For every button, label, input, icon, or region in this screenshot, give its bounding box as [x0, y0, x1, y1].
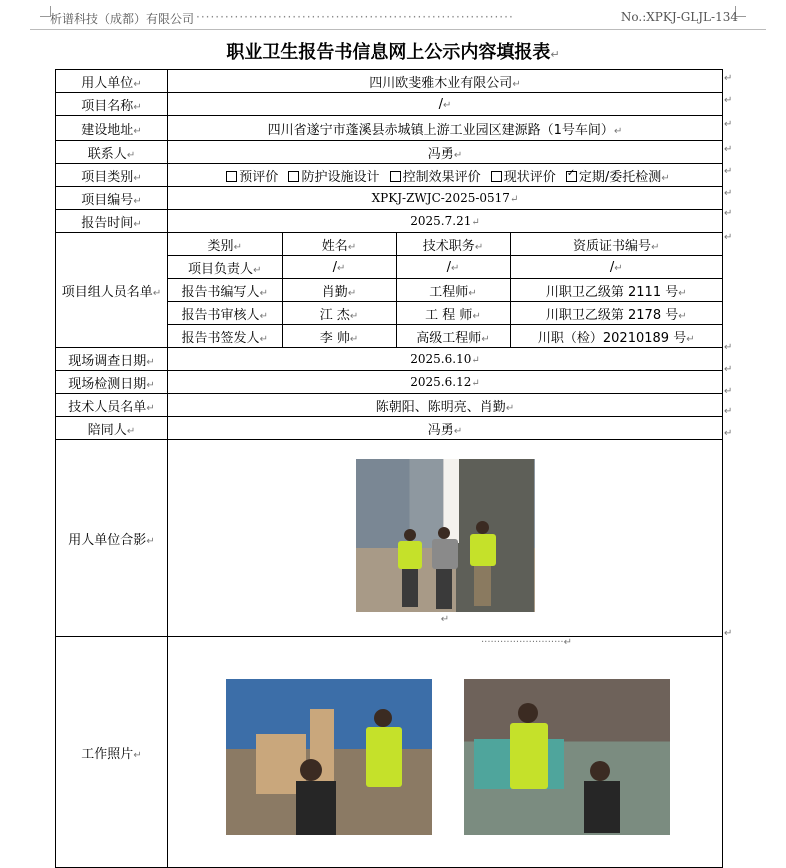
team-header-row: [168, 233, 722, 256]
row-work-photos: [56, 637, 723, 868]
group-photo-label: 用人单位合影↵: [56, 440, 168, 637]
report-time-value: 2025.7.21↵: [168, 210, 723, 233]
info-table: [55, 69, 723, 868]
survey-date-value: 2025.6.10↵: [168, 348, 723, 371]
header-company: 析谱科技（成都）有限公司: [50, 12, 195, 26]
report-time-label: 报告时间↵: [56, 210, 168, 233]
work-photos-row: [168, 679, 722, 839]
row-survey-date: [56, 348, 723, 371]
option-pre-eval: 预评价: [239, 169, 279, 185]
team-row: 项目负责人↵ /↵ /↵ /↵: [168, 256, 722, 279]
work-photo-2: [464, 679, 670, 835]
group-photo: [356, 459, 535, 612]
test-date-value: 2025.6.12↵: [168, 371, 723, 394]
checkbox-pre-eval[interactable]: [226, 171, 237, 182]
row-employer: [56, 70, 723, 93]
option-control-eval: 控制效果评价: [402, 169, 481, 185]
team-cell: [168, 233, 723, 348]
row-technicians: [56, 394, 723, 417]
document-page: 析谱科技（成都）有限公司 ·································································· No.:XPKJ-GLJL-134 职业卫生报告书信息网上公示内容填报表↵ 用人单位↵ 四川欧斐雅木业有限公司↵ 项目名称↵ /↵ 建设地址↵ 四川省遂宁市蓬溪县赤城镇上游工业园区建源路（1号车间）↵ 联系人↵ 冯勇↵ 项目类别↵ 预评价 防护设施设计 控制效果评价 现状评价 ✓ 定期/委托检测↵ 项目编号↵ XPKJ-ZWJC-2025-0517↵ 报告时间↵ 2025.7.21↵ 项目组人员名单↵ 类别↵ 姓名↵ 技术职务↵ 资质证书编号↵ 项目负责人↵ /↵ /↵ /↵ 报告书编写人↵ 肖勤↵ 工程师↵ 川职卫乙级第 2111 号↵ 报告书审核人↵ 江 杰↵ 工 程 师↵ 川职卫乙级第 2178 号↵ 报告书签发人↵ 李 帅↵ 高级工程师↵ 川职（检）20210189 号↵ 现场调查日期↵ 2025.6.10↵ 现场检测日期↵ 2025.6.12↵ 技术人员名单↵ 陈朝阳、陈明亮、肖勤↵ 陪同人↵ 冯勇↵ 用人单位合影↵ ↵ 工作照片↵ ··························↵ ↵ ↵ ↵ ↵ ↵ ↵ ↵ ↵ ↵ ↵ ↵ ↵ ↵ ↵: [0, 0, 786, 851]
team-row: 报告书签发人↵ 李 帅↵ 高级工程师↵ 川职（检）20210189 号↵: [168, 325, 722, 348]
employer-label: 用人单位↵: [56, 70, 168, 93]
survey-date-label: 现场调查日期↵: [56, 348, 168, 371]
project-type-label: 项目类别↵: [56, 164, 168, 187]
test-date-label: 现场检测日期↵: [56, 371, 168, 394]
checkbox-status-eval[interactable]: [491, 171, 502, 182]
work-photos-cell: ··························↵: [168, 637, 723, 868]
project-type-options: 预评价 防护设施设计 控制效果评价 现状评价 ✓ 定期/委托检测↵: [168, 164, 723, 187]
employer-value: 四川欧斐雅木业有限公司↵: [168, 70, 723, 93]
row-test-date: [56, 371, 723, 394]
header-leader-dots: ··································································: [196, 10, 514, 24]
option-protection-design: 防护设施设计: [301, 169, 380, 185]
row-contact: [56, 141, 723, 164]
row-project-name: [56, 93, 723, 116]
address-value: 四川省遂宁市蓬溪县赤城镇上游工业园区建源路（1号车间）↵: [168, 116, 723, 141]
option-status-eval: 现状评价: [503, 169, 556, 185]
team-header-cert: 资质证书编号↵: [510, 233, 722, 256]
checkbox-control-eval[interactable]: [390, 171, 401, 182]
row-escort: [56, 417, 723, 440]
project-no-label: 项目编号↵: [56, 187, 168, 210]
team-header-title: 技术职务↵: [396, 233, 510, 256]
form-title: 职业卫生报告书信息网上公示内容填报表↵: [226, 42, 560, 63]
option-periodic-test: 定期/委托检测: [578, 169, 662, 185]
contact-value: 冯勇↵: [168, 141, 723, 164]
team-label: 项目组人员名单↵: [56, 233, 168, 348]
work-photos-label: 工作照片↵: [56, 637, 168, 868]
row-group-photo: [56, 440, 723, 637]
project-no-value: XPKJ-ZWJC-2025-0517↵: [168, 187, 723, 210]
header-rule: [30, 29, 766, 30]
team-row: 报告书编写人↵ 肖勤↵ 工程师↵ 川职卫乙级第 2111 号↵: [168, 279, 722, 302]
row-team: [56, 233, 723, 348]
row-project-type: [56, 164, 723, 187]
project-name-label: 项目名称↵: [56, 93, 168, 116]
row-address: [56, 116, 723, 141]
row-project-no: [56, 187, 723, 210]
team-header-name: 姓名↵: [282, 233, 396, 256]
group-photo-cell: ↵: [168, 440, 723, 637]
team-row: 报告书审核人↵ 江 杰↵ 工 程 师↵ 川职卫乙级第 2178 号↵: [168, 302, 722, 325]
work-photo-1: [226, 679, 432, 835]
header-doc-no: No.:XPKJ-GLJL-134: [620, 10, 738, 24]
checkbox-protection-design[interactable]: [288, 171, 299, 182]
project-name-value: /↵: [168, 93, 723, 116]
escort-value: 冯勇↵: [168, 417, 723, 440]
contact-label: 联系人↵: [56, 141, 168, 164]
form-title-text: 职业卫生报告书信息网上公示内容填报表: [226, 42, 551, 63]
escort-label: 陪同人↵: [56, 417, 168, 440]
team-header-category: 类别↵: [168, 233, 282, 256]
checkbox-periodic-test[interactable]: [566, 171, 577, 182]
address-label: 建设地址↵: [56, 116, 168, 141]
row-report-time: [56, 210, 723, 233]
technicians-label: 技术人员名单↵: [56, 394, 168, 417]
technicians-value: 陈朝阳、陈明亮、肖勤↵: [168, 394, 723, 417]
team-table: [168, 233, 722, 347]
